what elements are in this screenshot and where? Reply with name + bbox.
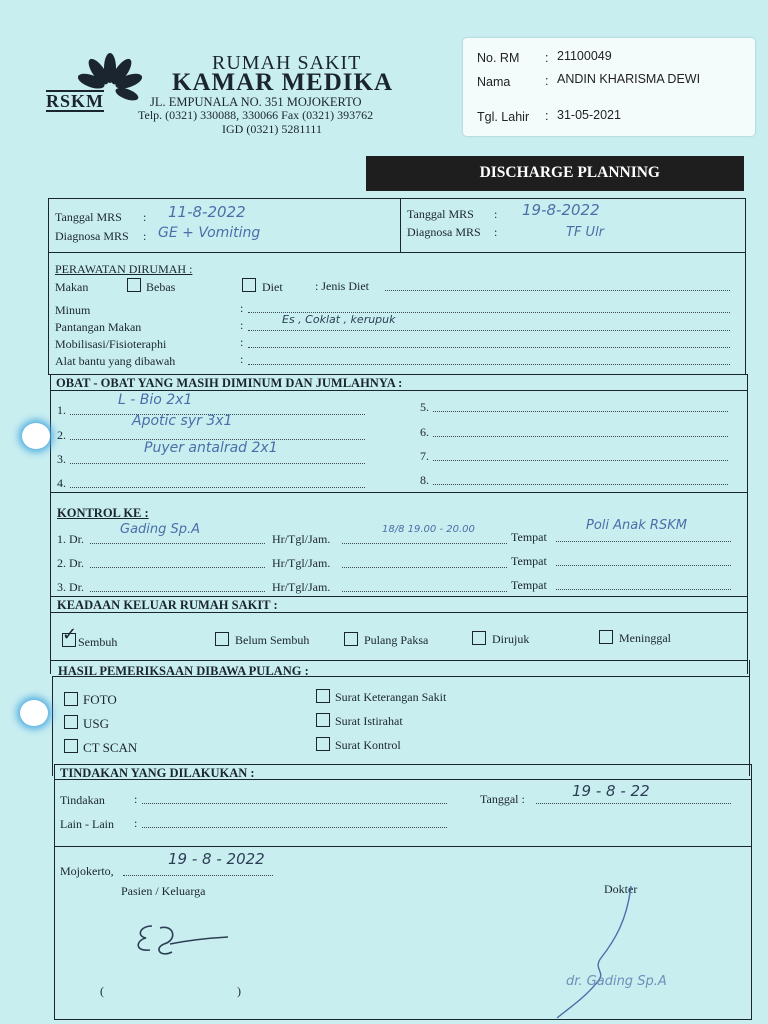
mrs-sep: :: [143, 210, 147, 224]
dr-label-1: 1. Dr.: [57, 532, 84, 546]
actions-title: TINDAKAN YANG DILAKUKAN :: [60, 766, 255, 780]
hospital-name-line2: KAMAR MEDIKA: [172, 69, 394, 96]
name-sep: :: [545, 74, 549, 88]
med-item-1: L - Bio 2x1: [118, 392, 193, 408]
patient-family-label: Pasien / Keluarga: [121, 884, 206, 898]
surat-istirahat-checkbox[interactable]: [316, 713, 330, 727]
sign-date-value: 19 - 8 - 2022: [168, 850, 265, 868]
pantangan-label: Pantangan Makan: [55, 320, 142, 334]
hospital-phone: Telp. (0321) 330088, 330066 Fax (0321) 393762: [138, 108, 374, 122]
surat-istirahat-label: Surat Istirahat: [335, 714, 403, 728]
ct-scan-label: CT SCAN: [83, 740, 138, 755]
alat-bantu-label: Alat bantu yang dibawah: [55, 354, 176, 368]
place1-value: Poli Anak RSKM: [586, 518, 687, 533]
usg-label: USG: [83, 716, 110, 731]
mrs-date-value: 11-8-2022: [168, 203, 246, 221]
tindakan-sep: :: [134, 792, 138, 806]
med-num-5: 5.: [420, 400, 429, 414]
hospital-name-line1: RUMAH SAKIT: [212, 52, 362, 74]
usg-checkbox[interactable]: [64, 715, 78, 729]
krs-sep: :: [494, 207, 498, 221]
doctor-signature-icon: [545, 880, 655, 1020]
mobilisasi-label: Mobilisasi/Fisioteraphi: [55, 337, 167, 351]
rm-sep: :: [545, 51, 549, 65]
med-num-8: 8.: [420, 473, 429, 487]
mojokerto-label: Mojokerto,: [60, 864, 114, 878]
doctor-label: Dokter: [604, 882, 638, 896]
bebas-label: Bebas: [146, 280, 176, 294]
surat-keterangan-sakit-label: Surat Keterangan Sakit: [335, 690, 447, 704]
dirujuk-label: Dirujuk: [492, 632, 530, 646]
med-num-2: 2.: [57, 428, 66, 442]
diagnosis2-sep: :: [494, 225, 498, 239]
patient-label-sticker: [463, 38, 755, 136]
surat-keterangan-sakit-checkbox[interactable]: [316, 689, 330, 703]
meninggal-label: Meninggal: [619, 631, 671, 645]
place-label-1: Tempat: [511, 530, 547, 544]
mrs-label: Tanggal MRS: [55, 210, 122, 224]
minum-sep: :: [240, 301, 244, 315]
tanggal-value: 19 - 8 - 22: [572, 782, 650, 800]
med-num-1: 1.: [57, 403, 66, 417]
hospital-igd: IGD (0321) 5281111: [222, 122, 322, 136]
dr-label-2: 2. Dr.: [57, 556, 84, 570]
lain-lain-label: Lain - Lain: [60, 817, 114, 831]
dob-value: 31-05-2021: [557, 108, 621, 122]
tanggal-label: Tanggal :: [480, 792, 525, 806]
foto-label: FOTO: [83, 692, 117, 707]
krs-label: Tanggal MRS: [407, 207, 474, 221]
doctor-name-stamp: dr. Gading Sp.A: [566, 974, 667, 989]
med-num-7: 7.: [420, 449, 429, 463]
med-item-2: Apotic syr 3x1: [132, 413, 233, 429]
pantangan-value: Es , Coklat , kerupuk: [282, 313, 396, 326]
lain-lain-sep: :: [134, 816, 138, 830]
med-num-4: 4.: [57, 476, 66, 490]
bebas-checkbox[interactable]: [127, 278, 141, 292]
meninggal-checkbox[interactable]: [599, 630, 613, 644]
pulang-paksa-checkbox[interactable]: [344, 632, 358, 646]
diagnosis-sep: :: [143, 229, 147, 243]
name-label: Nama: [477, 75, 511, 89]
time-label-2: Hr/Tgl/Jam.: [272, 556, 331, 570]
pantangan-sep: :: [240, 318, 244, 332]
ct-scan-checkbox[interactable]: [64, 739, 78, 753]
alat-bantu-sep: :: [240, 352, 244, 366]
mobilisasi-sep: :: [240, 335, 244, 349]
binder-hole-bottom-icon: [20, 700, 48, 726]
surat-kontrol-label: Surat Kontrol: [335, 738, 401, 752]
krs-date-value: 19-8-2022: [522, 201, 600, 219]
dob-sep: :: [545, 109, 549, 123]
minum-label: Minum: [55, 303, 91, 317]
jenis-diet-label: : Jenis Diet: [315, 279, 369, 293]
surat-kontrol-checkbox[interactable]: [316, 737, 330, 751]
time1-value: 18/8 19.00 - 20.00: [382, 524, 475, 535]
time-label-3: Hr/Tgl/Jam.: [272, 580, 331, 594]
belum-sembuh-label: Belum Sembuh: [235, 633, 310, 647]
diagnosis2-label: Diagnosa MRS: [407, 225, 481, 239]
belum-sembuh-checkbox[interactable]: [215, 632, 229, 646]
paren-open: (: [100, 984, 104, 998]
diagnosis-value: GE + Vomiting: [158, 225, 261, 241]
sembuh-label: Sembuh: [78, 635, 118, 649]
diet-label: Diet: [262, 280, 283, 294]
dr1-value: Gading Sp.A: [120, 522, 201, 537]
sembuh-check-mark-icon: ✓: [62, 624, 78, 645]
diagnosis-label: Diagnosa MRS: [55, 229, 129, 243]
place-label-2: Tempat: [511, 554, 547, 568]
time-label-1: Hr/Tgl/Jam.: [272, 532, 331, 546]
dr-label-3: 3. Dr.: [57, 580, 84, 594]
rm-value: 21100049: [557, 49, 612, 63]
control-title: KONTROL KE :: [57, 506, 149, 520]
hospital-address: JL. EMPUNALA NO. 351 MOJOKERTO: [150, 95, 362, 109]
dob-label: Tgl. Lahir: [477, 110, 530, 124]
foto-checkbox[interactable]: [64, 692, 78, 706]
makan-label: Makan: [55, 280, 89, 294]
tindakan-label: Tindakan: [60, 793, 105, 807]
exam-results-title: HASIL PEMERIKSAAN DIBAWA PULANG :: [58, 664, 309, 678]
paren-close: ): [237, 984, 241, 998]
pulang-paksa-label: Pulang Paksa: [364, 633, 429, 647]
discharge-state-title: KEADAAN KELUAR RUMAH SAKIT :: [57, 598, 278, 612]
medications-title: OBAT - OBAT YANG MASIH DIMINUM DAN JUMLAHNYA :: [56, 376, 403, 390]
place-label-3: Tempat: [511, 578, 547, 592]
diagnosis2-value: TF Ulr: [566, 225, 605, 240]
logo-text: RSKM: [46, 91, 104, 111]
med-item-3: Puyer antalrad 2x1: [144, 440, 278, 456]
med-num-6: 6.: [420, 425, 429, 439]
patient-signature-icon: [130, 918, 240, 964]
dirujuk-checkbox[interactable]: [472, 631, 486, 645]
form-title: DISCHARGE PLANNING: [479, 164, 660, 181]
form-title-bar: [366, 156, 744, 191]
name-value: ANDIN KHARISMA DEWI: [557, 72, 701, 86]
rm-label: No. RM: [477, 51, 520, 65]
diet-checkbox[interactable]: [242, 278, 256, 292]
home-care-title: PERAWATAN DIRUMAH :: [55, 262, 193, 276]
med-num-3: 3.: [57, 452, 66, 466]
binder-hole-top-icon: [22, 423, 50, 449]
